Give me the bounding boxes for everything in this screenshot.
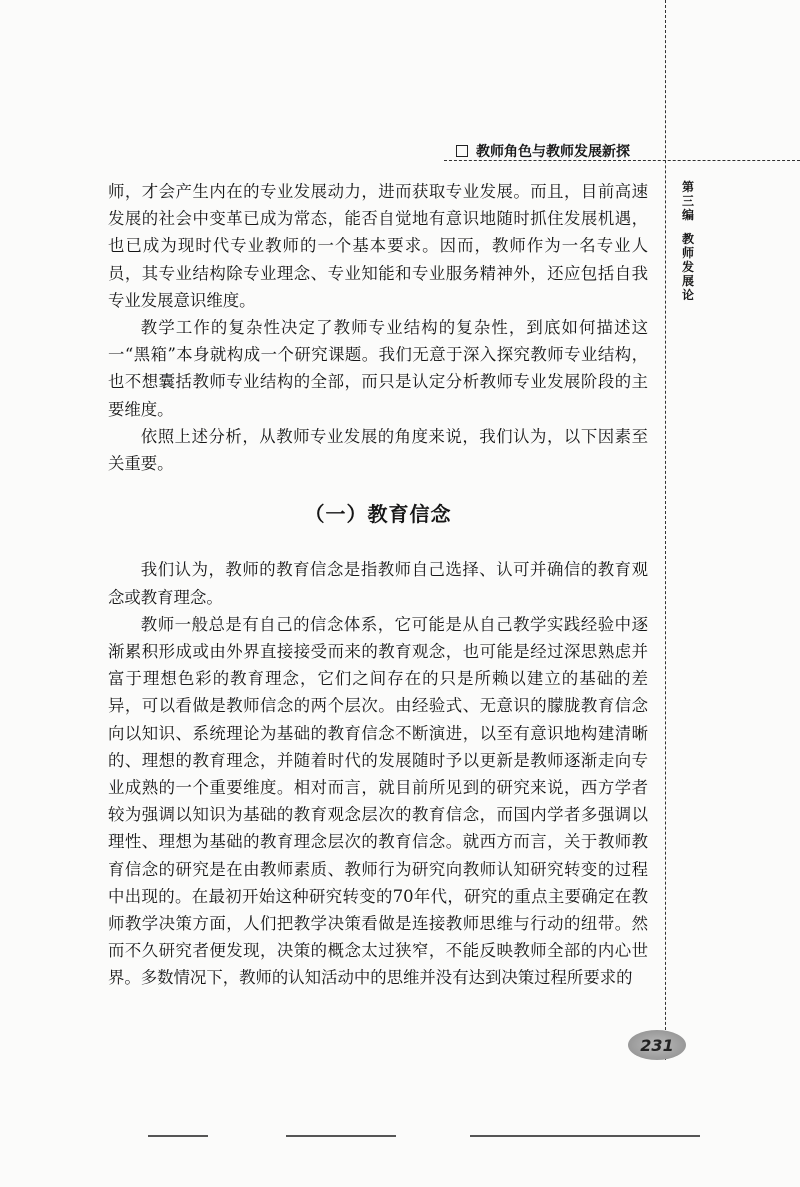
paragraph-1: 师，才会产生内在的专业发展动力，进而获取专业发展。而且，目前高速发展的社会中变革已成为常态，能否自觉地有意识地随时抓住发展机遇，也已成为现时代专业教师的一个基本要求。因而，教师作为一名专业人员，其专业结构除专业理念、专业知能和专业服务精神外，还应包括自我专业发展意识维度。 <box>108 182 648 310</box>
scan-artifact-line <box>470 1135 700 1137</box>
paragraph-3: 依照上述分析，从教师专业发展的角度来说，我们认为，以下因素至关重要。 <box>108 426 648 474</box>
paragraph-2: 教学工作的复杂性决定了教师专业结构的复杂性，到底如何描述这一“黑箱”本身就构成一个研究课题。我们无意于深入探究教师专业结构，也不想囊括教师专业结构的全部，而只是认定分析教师专业发展阶段的主要维度。 <box>108 318 648 419</box>
side-label-char: 编 <box>681 208 694 222</box>
running-title: 教师角色与教师发展新探 <box>476 144 630 160</box>
side-section-label <box>676 180 700 302</box>
side-label-char: 三 <box>681 194 694 208</box>
side-label-char: 教 <box>681 232 694 246</box>
page-body <box>108 178 648 992</box>
paragraph-4: 我们认为，教师的教育信念是指教师自己选择、认可并确信的教育观念或教育理念。 <box>108 560 648 607</box>
side-label-gap <box>676 222 700 232</box>
square-icon <box>456 145 468 157</box>
side-label-char: 师 <box>681 246 694 260</box>
side-label-char: 第 <box>681 180 694 194</box>
scan-artifact-line <box>286 1135 396 1137</box>
section-heading: （一）教育信念 <box>304 502 452 527</box>
scan-artifact-line <box>148 1135 208 1137</box>
side-label-char: 展 <box>681 274 694 288</box>
page-number: 231 <box>628 1030 686 1060</box>
running-head <box>456 140 666 162</box>
paragraph-5: 教师一般总是有自己的信念体系，它可能是从自己教学实践经验中逐渐累积形成或由外界直接接受而来的教育观念，也可能是经过深思熟虑并富于理想色彩的教育理念，它们之间存在的只是所赖以建立的基础的差异，可以看做是教师信念的两个层次。由经验式、无意识的朦胧教育信念向以知识、系统理论为基础的教育信念不断演进，以至有意识地构建清晰的、理想的教育理念，并随着时代的发展随时予以更新是教师逐渐走向专业成熟的一个重要维度。相对而言，就目前所见到的研究来说，西方学者较为强调以知识为基础的教育观念层次的教育信念，而国内学者多强调以理性、理想为基础的教育理念层次的教育信念。就西方而言，关于教师教育信念的研究是在由教师素质、教师行为研究向教师认知研究转变的过程中出现的。在最初开始这种研究转变的70年代，研究的重点主要确定在教师教学决策方面，人们把教学决策看做是连接教师思维与行动的纽带。然而不久研究者便发现，决策的概念太过狭窄，不能反映教师全部的内心世界。多数情况下，教师的认知活动中的思维并没有达到决策过程所要求的 <box>108 614 648 988</box>
side-label-char: 发 <box>681 260 694 274</box>
side-label-char: 论 <box>681 288 694 302</box>
